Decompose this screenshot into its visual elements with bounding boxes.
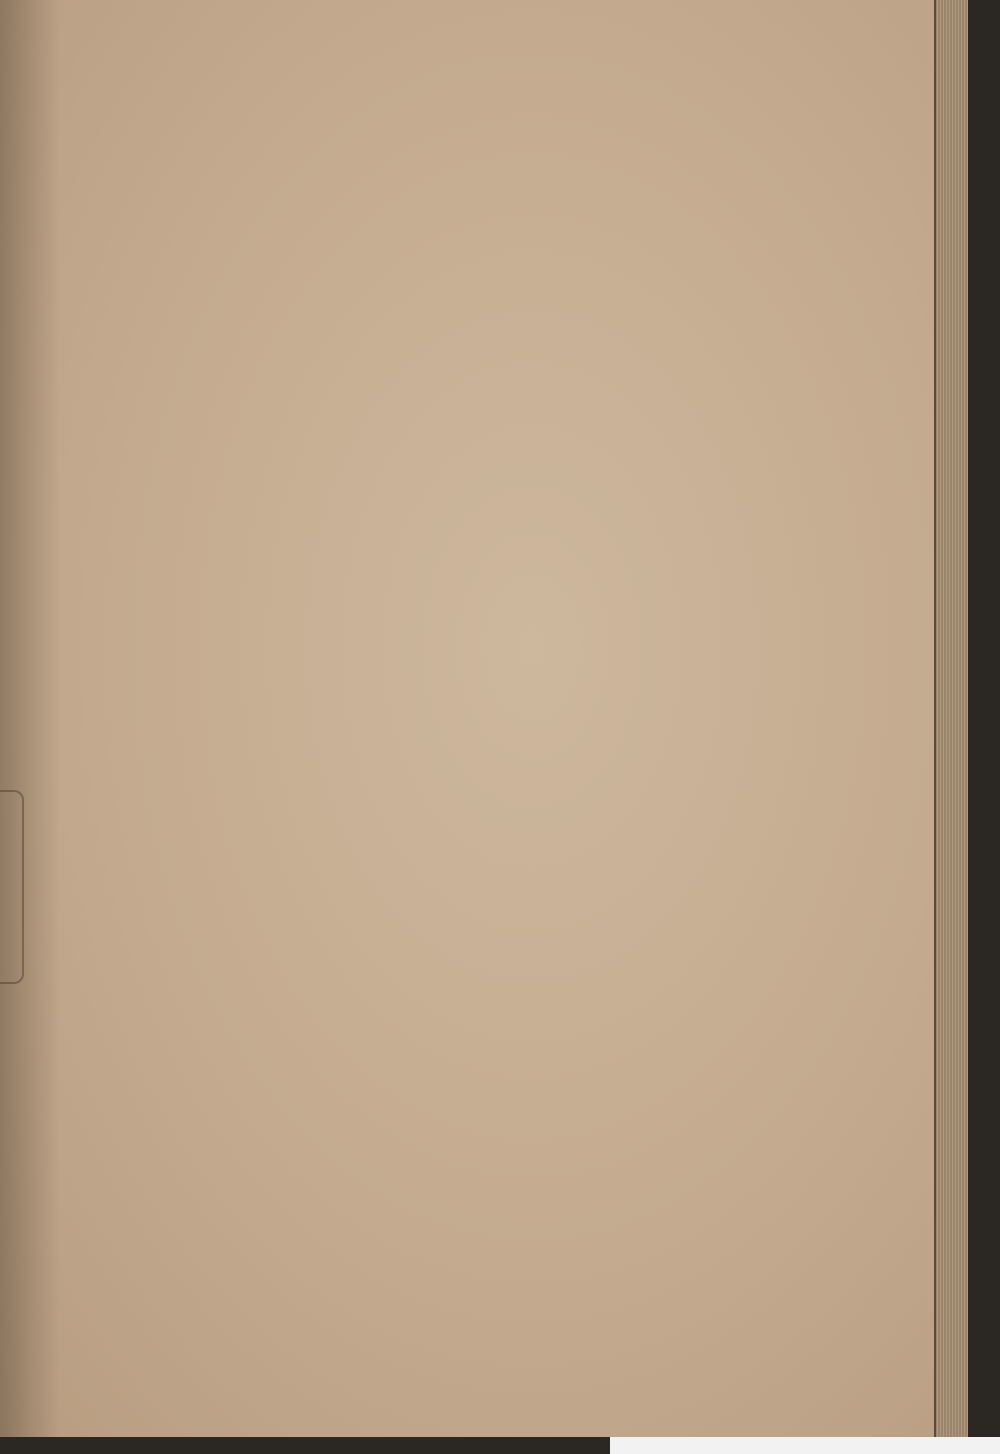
fore-edge-pages bbox=[934, 0, 968, 1437]
digitization-footer bbox=[610, 1437, 1000, 1454]
clasp-mark bbox=[0, 790, 24, 984]
drop-cap-w bbox=[205, 768, 283, 858]
drop-cap-s bbox=[215, 1032, 285, 1127]
